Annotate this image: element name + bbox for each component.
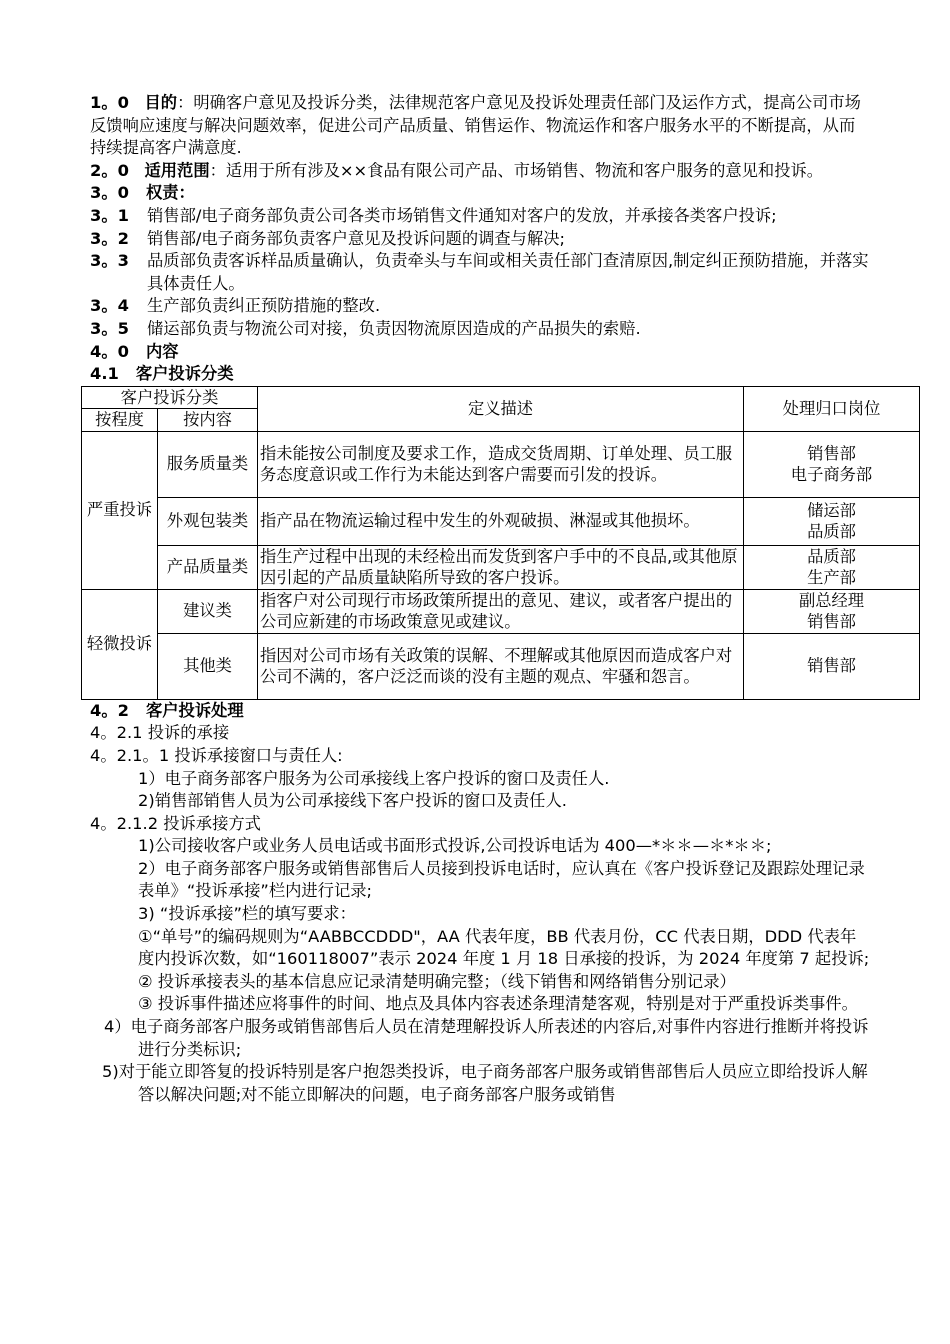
section-3-3 — [90, 250, 870, 295]
method-item-3: 3) “投诉承接”栏的填写要求： — [138, 904, 356, 924]
section-3-5 — [90, 318, 870, 341]
header-definition: 定义描述 — [258, 386, 744, 431]
item-text: 储运部负责与物流公司对接，负责因物流原因造成的产品损失的索赔. — [147, 318, 641, 338]
definition-cell: 指产品在物流运输过程中发生的外观破损、淋湿或其他损坏。 — [258, 497, 744, 545]
section-4-title: 内容 — [145, 341, 179, 361]
type-cell: 产品质量类 — [158, 545, 258, 589]
department-cell — [744, 545, 920, 589]
section-4-2-1: 4。2.1 投诉的承接 — [90, 723, 230, 743]
window-item-2: 2)销售部销售人员为公司承接线下客户投诉的窗口及责任人. — [138, 791, 567, 811]
section-1-text: ：明确客户意见及投诉分类，法律规范客户意见及投诉处理责任部门及运作方式，提高公司市场反馈响应速度与解决问题效率，促进公司产品质量、销售运作、物流运作和客户服务水平的不断提高，从而持续提高客户满意度. — [90, 93, 861, 158]
item-number: 3。3 — [90, 251, 129, 271]
department-cell — [744, 497, 920, 545]
department-line: 销售部 — [807, 443, 856, 463]
section-2-title: 适用范围 — [144, 160, 210, 180]
department-line: 销售部 — [807, 612, 856, 632]
type-cell: 建议类 — [158, 589, 258, 633]
header-classification: 客户投诉分类 — [82, 386, 258, 409]
header-by-content: 按内容 — [158, 409, 258, 432]
definition-cell: 指生产过程中出现的未经检出而发货到客户手中的不良品,或其他原因引起的产品质量缺陷所导致的客户投诉。 — [258, 545, 744, 589]
header-department: 处理归口岗位 — [744, 386, 920, 431]
section-4-2-1-2: 4。2.1.2 投诉承接方式 — [90, 813, 261, 833]
category-serious: 严重投诉 — [82, 431, 158, 589]
section-3-number: 3。0 — [90, 183, 129, 203]
section-4-heading — [90, 341, 870, 364]
item-number: 3。4 — [90, 296, 129, 316]
method-item-3b: ② 投诉承接表头的基本信息应记录清楚明确完整；（线下销售和网络销售分别记录） — [138, 971, 736, 991]
method-item-3a: ①“单号”的编码规则为“AABBCCDDD"，AA 代表年度，BB 代表月份，CC 代表日期，DDD 代表年度内投诉次数，如“160118007”表示 2024 年度 1 月 18 日承接的投诉，为 2024 年度第 7 起投诉; — [138, 926, 870, 969]
item-number: 3。2 — [90, 228, 129, 248]
department-line: 副总经理 — [798, 590, 865, 610]
method-item-2: 2）电子商务部客户服务或销售部售后人员接到投诉电话时，应认真在《客户投诉登记及跟踪处理记录表单》“投诉承接”栏内进行记录; — [138, 858, 865, 901]
window-item-1: 1）电子商务部客户服务为公司承接线上客户投诉的窗口及责任人. — [138, 768, 610, 788]
method-item-1: 1)公司接收客户或业务人员电话或书面形式投诉,公司投诉电话为 400—*＊＊—＊*＊＊; — [138, 836, 772, 856]
section-2-scope — [90, 160, 870, 183]
section-4-2-heading — [90, 700, 870, 723]
section-3-2 — [90, 228, 870, 251]
document-body — [86, 92, 881, 1106]
item-text: 销售部/电子商务部负责客户意见及投诉问题的调查与解决; — [147, 228, 566, 248]
table-header-row — [82, 386, 920, 409]
section-2-number: 2。0 — [90, 160, 129, 180]
definition-cell: 指因对公司市场有关政策的误解、不理解或其他原因而造成客户对公司不满的，客户泛泛而谈的没有主题的观点、牢骚和怨言。 — [258, 633, 744, 699]
item-text: 品质部负责客诉样品质量确认，负责牵头与车间或相关责任部门查清原因,制定纠正预防措施，并落实具体责任人。 — [147, 251, 869, 293]
category-minor: 轻微投诉 — [82, 589, 158, 699]
section-4-2-title: 客户投诉处理 — [145, 700, 244, 720]
method-item-4: 4）电子商务部客户服务或销售部售后人员在清楚理解投诉人所表述的内容后,对事件内容进行推断并将投诉进行分类标识; — [104, 1017, 869, 1059]
section-3-4 — [90, 295, 870, 318]
section-2-text: ：适用于所有涉及××食品有限公司产品、市场销售、物流和客户服务的意见和投诉。 — [209, 160, 824, 180]
table-row — [82, 545, 920, 589]
section-3-heading — [90, 182, 870, 205]
section-3-1 — [90, 205, 870, 228]
department-cell — [744, 431, 920, 497]
type-cell: 服务质量类 — [158, 431, 258, 497]
method-item-5: 5)对于能立即答复的投诉特别是客户抱怨类投诉，电子商务部客户服务或销售部售后人员应立即给投诉人解答以解决问题;对不能立即解决的问题，电子商务部客户服务或销售 — [102, 1062, 868, 1104]
section-4-2-1-1: 4。2.1。1 投诉承接窗口与责任人: — [90, 745, 343, 765]
section-4-1-title: 客户投诉分类 — [135, 364, 234, 384]
section-3-title: 权责： — [145, 183, 195, 203]
section-4-number: 4。0 — [90, 341, 129, 361]
method-item-3c: ③ 投诉事件描述应将事件的时间、地点及具体内容表述条理清楚客观，特别是对于严重投诉类事件。 — [138, 994, 858, 1014]
section-1-title: 目的 — [144, 93, 178, 112]
definition-cell: 指未能按公司制度及要求工作，造成交货周期、订单处理、员工服务态度意识或工作行为未能达到客户需要而引发的投诉。 — [258, 431, 744, 497]
table-row — [82, 589, 920, 633]
section-4-1-number: 4.1 — [90, 364, 119, 384]
table-row — [82, 633, 920, 699]
department-cell: 销售部 — [744, 633, 920, 699]
department-line: 生产部 — [807, 568, 856, 588]
department-line: 电子商务部 — [790, 465, 873, 485]
department-line: 储运部 — [807, 500, 856, 520]
item-text: 生产部负责纠正预防措施的整改. — [147, 296, 381, 316]
definition-cell: 指客户对公司现行市场政策所提出的意见、建议，或者客户提出的公司应新建的市场政策意见或建议。 — [258, 589, 744, 633]
complaint-classification-table — [81, 386, 920, 700]
section-1-number: 1。0 — [90, 93, 129, 112]
type-cell: 外观包装类 — [158, 497, 258, 545]
section-4-2-number: 4。2 — [90, 700, 129, 720]
department-cell — [744, 589, 920, 633]
item-text: 销售部/电子商务部负责公司各类市场销售文件通知对客户的发放，并承接各类客户投诉; — [147, 205, 777, 225]
table-row — [82, 431, 920, 497]
department-line: 品质部 — [807, 546, 856, 566]
table-row — [82, 497, 920, 545]
header-by-degree: 按程度 — [82, 409, 158, 432]
section-4-1-heading — [90, 363, 870, 386]
item-number: 3。1 — [90, 205, 129, 225]
type-cell: 其他类 — [158, 633, 258, 699]
section-1-purpose — [90, 92, 870, 160]
department-line: 品质部 — [807, 522, 856, 542]
item-number: 3。5 — [90, 318, 129, 338]
